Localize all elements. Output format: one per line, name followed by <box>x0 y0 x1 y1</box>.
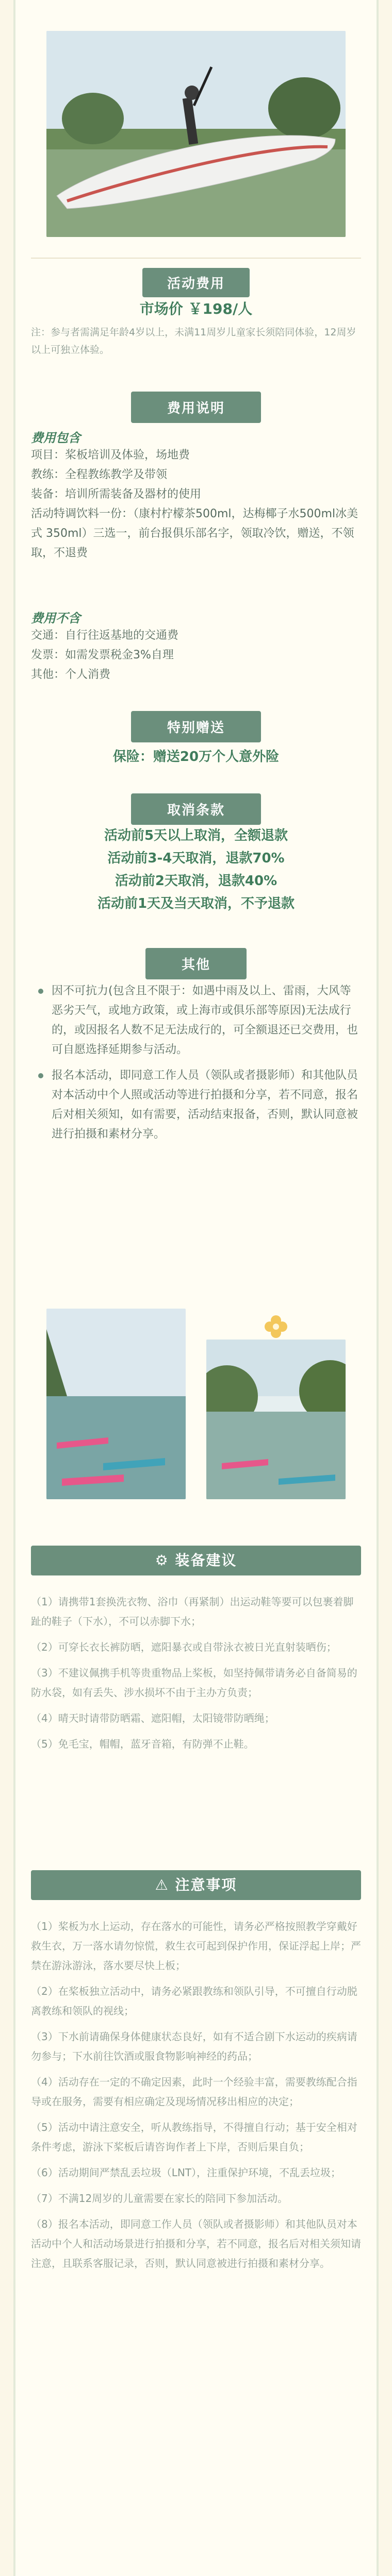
fee-exclude <box>31 608 361 685</box>
cancel-line: 活动前3-4天取消，退款70% <box>107 851 285 866</box>
notice-title-bar <box>31 1870 361 1900</box>
fee-title: 活动费用 <box>142 268 250 297</box>
notice-item: （7）不满12周岁的儿童需要在家长的陪同下参加活动。 <box>31 2192 288 2205</box>
cancel-section <box>31 793 361 825</box>
notice-title: 注意事项 <box>175 1876 237 1893</box>
other-list <box>31 981 361 1144</box>
cancel-line: 活动前1天及当天取消，不予退款 <box>97 896 295 911</box>
gear-list <box>31 1592 361 1754</box>
gift-title: 特别赠送 <box>131 711 261 742</box>
gear-item: （5）免毛宝，帽帽，蓝牙音箱，有防弹不止鞋。 <box>31 1738 254 1750</box>
gift-text: 保险：赠送20万个人意外险 <box>112 749 280 765</box>
other-section <box>31 948 361 979</box>
divider <box>31 258 361 259</box>
hero-photo <box>46 31 346 237</box>
fee-desc-title: 费用说明 <box>131 392 261 423</box>
fee-include-title: 费用包含 <box>31 431 80 445</box>
flower-icon <box>260 1311 291 1342</box>
fee-exclude-line: 其他：个人消费 <box>31 668 111 681</box>
notice-list <box>31 1917 361 2273</box>
gear-item: （4）晴天时请带防晒霜、遮阳帽，太阳镜带防晒绳； <box>31 1712 275 1724</box>
activity-photo-left <box>46 1309 186 1499</box>
notice-item: （8）报名本活动，即同意工作人员（领队或者摄影师）和其他队员对本活动中个人和活动场景进行拍摄和分享，若不同意，报名后对相关须知请注意，且联系客服记录，否则，默认同意被进行拍摄和素材分享。 <box>31 2218 361 2269</box>
notice-item: （3）下水前请确保身体健康状态良好，如有不适合剧下水运动的疾病请勿参与；下水前往饮酒或服食物影响神经的药品； <box>31 2030 357 2062</box>
cancel-lines <box>31 824 361 915</box>
fee-include-line: 活动特调饮料一份：（康村柠檬茶500ml，达梅椰子水500ml冰美式 350ml）三选一，前台报俱乐部名字，领取冷饮，赠送，不领取，不退费 <box>31 507 358 560</box>
fee-price: 市场价 ￥198/人 <box>139 300 253 317</box>
gear-item: （3）不建议佩携手机等贵重物品上桨板，如坚持佩带请务必自备简易的防水袋，如有丢失、涉水损坏不由于主办方负责； <box>31 1667 357 1699</box>
gear-item: （2）可穿长衣长裤防晒，遮阳暴衣或自带泳衣被日光直射装晒伤； <box>31 1641 337 1653</box>
gear-title-bar <box>31 1546 361 1575</box>
cancel-line: 活动前2天取消，退款40% <box>115 873 277 889</box>
fee-section <box>31 268 361 297</box>
other-item: 报名本活动，即同意工作人员（领队或者摄影师）和其他队员对本活动中个人照或活动等进行拍摄和分享，若不同意，报名后对相关须知，如有需要，活动结束报备，否则，默认同意被进行拍摄和素材分享。 <box>31 1066 361 1144</box>
gear-item: （1）请携带1套换洗衣物、浴巾（再紧制）出运动鞋等要可以包裹着脚趾的鞋子（下水），不可以赤脚下水； <box>31 1596 354 1628</box>
fee-note: 注：参与者需满足年龄4岁以上，未满11周岁儿童家长须陪同体验，12周岁以上可独立体验。 <box>31 327 356 355</box>
fee-include-line: 教练：全程教练教学及带领 <box>31 468 168 481</box>
cancel-line: 活动前5天以上取消，全额退款 <box>104 828 288 843</box>
fee-exclude-line: 发票：如需发票税金3%自理 <box>31 649 174 662</box>
fee-desc-section <box>31 392 361 423</box>
other-title: 其他 <box>145 948 247 979</box>
fee-include-line: 项目：桨板培训及体验，场地费 <box>31 449 190 462</box>
fee-exclude-line: 交通：自行往返基地的交通费 <box>31 629 179 642</box>
notice-item: （6）活动期间严禁乱丢垃圾（LNT），注重保护环境，不乱丢垃圾； <box>31 2166 341 2179</box>
notice-item: （2）在桨板独立活动中，请务必紧跟教练和领队引导，不可擅自行动脱离教练和领队的视线； <box>31 1985 357 2017</box>
gift-section <box>31 711 361 742</box>
activity-photo-right <box>206 1340 346 1499</box>
notice-item: （5）活动中请注意安全，听从教练指导，不得擅自行动；基于安全相对条件考虑，游泳下桨板后请咨询作者上下岸，否则后果自负； <box>31 2121 357 2153</box>
notice-item: （4）活动存在一定的不确定因素，此时一个经验丰富，需要教练配合指导或在服务，需要有相应确定及现场情况移出相应的决定； <box>31 2076 357 2108</box>
fee-include-line: 装备：培训所需装备及器材的使用 <box>31 488 202 501</box>
cancel-title: 取消条款 <box>131 793 261 825</box>
fee-exclude-title: 费用不含 <box>31 611 80 625</box>
notice-item: （1）桨板为水上运动，存在落水的可能性，请务必严格按照教学穿戴好救生衣，万一落水请勿惊慌，救生衣可起到保护作用，保证浮起上岸；严禁在游泳游泳，落水要尽快上板； <box>31 1920 361 1972</box>
other-item: 因不可抗力(包含且不限于：如遇中雨及以上、雷雨，大风等恶劣天气，或地方政策，或上海市或俱乐部等原因)无法成行的，或因报名人数不足无法成行的，可全额退还已交费用，也可自愿选择延期参与活动。 <box>31 981 361 1060</box>
gear-icon: ⚙ <box>155 1552 169 1569</box>
alert-icon: ⚠ <box>155 1876 169 1893</box>
gear-title: 装备建议 <box>175 1552 237 1569</box>
fee-include <box>31 428 361 563</box>
